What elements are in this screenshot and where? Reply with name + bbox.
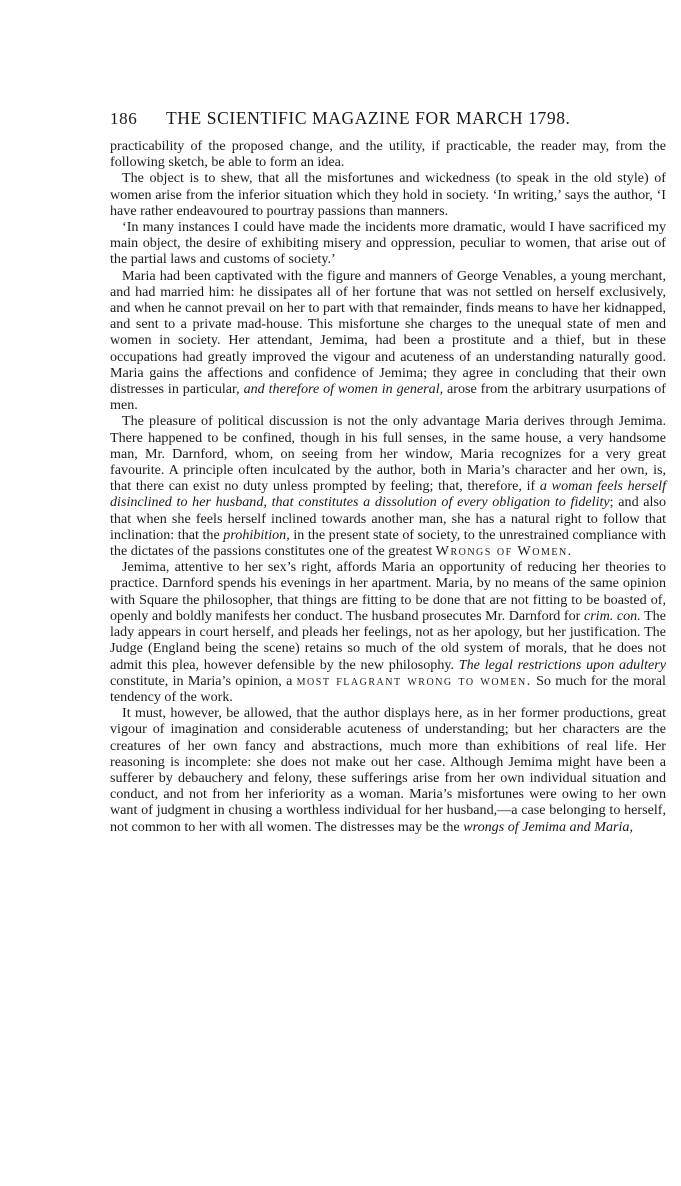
paragraph bbox=[110, 219, 666, 268]
text-run: It must, however, be allowed, that the author displays here, as in her former productions, great vigour of imagination and considerable acuteness of understanding; but her characters are the creatures of her own fancy and abstractions, much more than exhibitions of real life. Her reasoning is incomplete: she does not make out her case. Although Jemima might have been a sufferer by debauchery and felony, these sufferings arise from her own individual situation and conduct, and not from her inferiority as a woman. Maria’s misfortunes were owing to her own want of judgment in chusing a worthless individual for her husband,—a case belonging to herself, not common to her with all women. The distresses may be the bbox=[110, 705, 666, 835]
article-body bbox=[110, 138, 666, 835]
paragraph bbox=[110, 705, 666, 835]
small-caps-phrase: most flagrant wrong to women. bbox=[296, 672, 532, 689]
page-number: 186 bbox=[110, 109, 138, 128]
text-run: Jemima, attentive to her sex’s right, affords Maria an opportunity of reducing her theories to practice. Darnford spends his evenings in her apartment. Maria, by no means of the same opinion with Square the philosopher, that things are fitting to be done that are not fitting to be boasted of, openly and boldly manifests her conduct. The husband prosecutes Mr. Darnford for bbox=[110, 559, 666, 624]
italic-phrase: and therefore of women in general, bbox=[243, 381, 444, 398]
page-header bbox=[110, 108, 666, 134]
text-run: The object is to shew, that all the misfortunes and wickedness (to speak in the old style) of women arise from the inferior situation which they hold in society. ‘In writing,’ says the author, ‘I have rather endeavoured to pourtray passions than manners. bbox=[110, 170, 666, 219]
text-run: practicability of the proposed change, and the utility, if practicable, the reader may, from the following sketch, be able to form an idea. bbox=[110, 138, 666, 171]
magazine-page bbox=[110, 108, 666, 835]
text-run: ‘In many instances I could have made the incidents more dramatic, would I have sacrificed my main object, the desire of exhibiting misery and oppression, peculiar to women, that arise out of the partial laws and customs of society.’ bbox=[110, 219, 666, 268]
text-run: So much for the moral tendency of the work. bbox=[110, 672, 666, 705]
running-title: THE SCIENTIFIC MAGAZINE FOR MARCH 1798. bbox=[166, 108, 571, 128]
italic-phrase: The legal restrictions upon adultery bbox=[458, 656, 666, 673]
text-run: ; and also that when she feels herself inclined towards another man, she has a natural right to follow that inclination: that the bbox=[110, 494, 666, 543]
paragraph bbox=[110, 268, 666, 414]
text-run: Maria had been captivated with the figure and manners of George Venables, a young merchant, and had married him: he dissipates all of her fortune that was not settled on herself exclusively, and when he cannot prevail on her to part with that remainder, finds means to have her kidnapped, and sent to a private mad-house. This misfortune she charges to the unequal state of men and women in society. Her attendant, Jemima, had been a prostitute and a thief, but in these occupations had greatly improved the vigour and acuteness of an understanding naturally good. Maria gains the affections and confidence of Jemima; they agree in concluding that their own distresses in particular, bbox=[110, 267, 666, 398]
text-run: constitute, in Maria’s opinion, a bbox=[110, 672, 297, 689]
italic-phrase: wrongs of Jemima and Maria, bbox=[463, 818, 633, 835]
small-caps-phrase: Wrongs of Women. bbox=[435, 543, 573, 560]
italic-phrase: a woman feels herself disinclined to her husband, that constitutes a dissolution of every obligation to fidelity bbox=[110, 478, 666, 511]
paragraph bbox=[110, 170, 666, 219]
paragraph bbox=[110, 559, 666, 705]
text-run: arose from the arbitrary usurpations of men. bbox=[110, 381, 667, 414]
italic-phrase: crim. con. bbox=[583, 607, 641, 624]
paragraph bbox=[110, 413, 666, 559]
text-run: The lady appears in court herself, and pleads her feelings, not as her apology, but her justification. The Judge (England being the scene) retains so much of the old system of morals, that he does not admit this plea, however defensible by the new philosophy. bbox=[110, 607, 666, 673]
paragraph bbox=[110, 138, 666, 170]
text-run: in the present state of society, to the unrestrained compliance with the dictates of the passions constitutes one of the greatest bbox=[110, 526, 666, 560]
italic-phrase: prohibition, bbox=[223, 526, 290, 543]
text-run: The pleasure of political discussion is not the only advantage Maria derives through Jemima. There happened to be confined, though in his full senses, in the same house, a very handsome man, Mr. Darnford, whom, on seeing from her window, Maria recognizes for a very great favourite. A principle often inculcated by the author, both in Maria’s character and her own, is, that there can exist no duty unless prompted by feeling; that, therefore, if bbox=[110, 413, 666, 495]
